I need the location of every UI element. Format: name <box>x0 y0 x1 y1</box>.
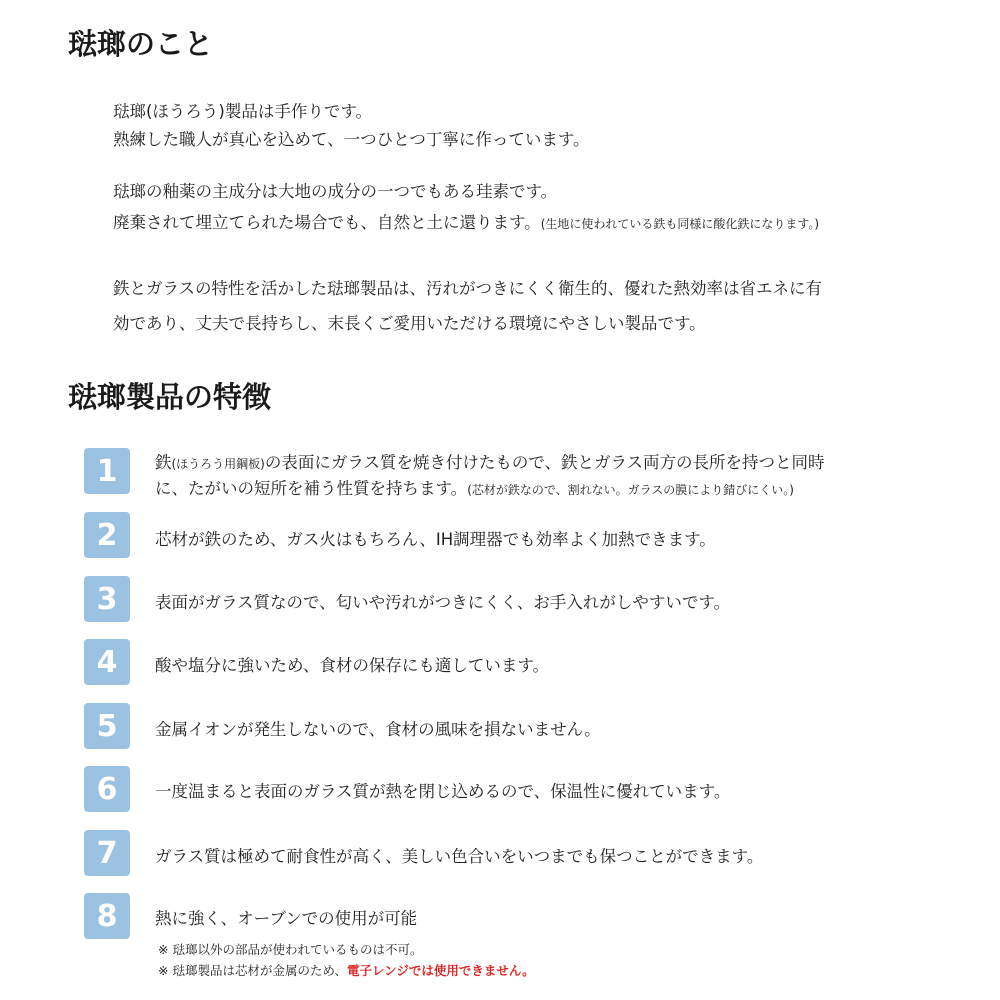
section-title-about: 琺瑯のこと <box>68 27 214 61</box>
feature-text <box>155 449 825 473</box>
feature-text: 金属イオンが発生しないので、食材の風味を損ないません。 <box>155 720 601 739</box>
paragraph-line <box>113 209 819 233</box>
feature-text <box>155 475 794 499</box>
number-badge: 7 <box>84 830 130 876</box>
text: ※ 琺瑯製品は芯材が金属のため、 <box>158 963 347 978</box>
text: の表面にガラス質を焼き付けたもので、鉄とガラス両方の長所を持つと同時 <box>264 453 825 472</box>
number-badge: 8 <box>84 893 130 939</box>
feature-text: ガラス質は極めて耐食性が高く、美しい色合いをいつまでも保つことができます。 <box>155 847 764 866</box>
note-line: ※ 琺瑯以外の部品が使われているものは不可。 <box>158 942 423 957</box>
feature-text: 表面がガラス質なので、匂いや汚れがつきにくく、お手入れがしやすいです。 <box>155 593 731 612</box>
microwave-warning: 電子レンジでは使用できません。 <box>346 963 535 978</box>
number-badge: 1 <box>84 448 130 494</box>
paragraph-line: 効であり、丈夫で長持ちし、末長くご愛用いただける環境にやさしい製品です。 <box>113 314 706 333</box>
feature-text: 芯材が鉄のため、ガス火はもちろん、IH調理器でも効率よく加熱できます。 <box>155 530 716 549</box>
text: 鉄 <box>155 453 172 472</box>
text: に、たがいの短所を補う性質を持ちます。 <box>155 479 468 498</box>
feature-text: 一度温まると表面のガラス質が熱を閉じ込めるので、保温性に優れています。 <box>155 782 731 801</box>
note: (芯材が鉄なので、割れない。ガラスの膜により錆びにくい。) <box>467 483 794 497</box>
feature-text: 酸や塩分に強いため、食材の保存にも適しています。 <box>155 656 550 675</box>
paragraph-line: 熟練した職人が真心を込めて、一つひとつ丁寧に作っています。 <box>113 130 590 149</box>
number-badge: 2 <box>84 512 130 558</box>
feature-text: 熱に強く、オーブンでの使用が可能 <box>155 909 418 928</box>
note-line <box>158 961 535 979</box>
number-badge: 5 <box>84 703 130 749</box>
note: (生地に使われている鉄も同様に酸化鉄になります。) <box>540 217 820 231</box>
paragraph-line: 琺瑯の釉薬の主成分は大地の成分の一つでもある珪素です。 <box>113 182 558 201</box>
paragraph-line: 琺瑯(ほうろう)製品は手作りです。 <box>113 102 373 121</box>
number-badge: 6 <box>84 766 130 812</box>
section-title-features: 琺瑯製品の特徴 <box>68 380 272 414</box>
number-badge: 3 <box>84 576 130 622</box>
text: (ほうろう用鋼板) <box>171 457 265 471</box>
paragraph-line: 鉄とガラスの特性を活かした琺瑯製品は、汚れがつきにくく衛生的、優れた熱効率は省エネに有 <box>113 279 823 298</box>
number-badge: 4 <box>84 639 130 685</box>
text: 廃棄されて埋立てられた場合でも、自然と土に還ります。 <box>113 213 541 232</box>
